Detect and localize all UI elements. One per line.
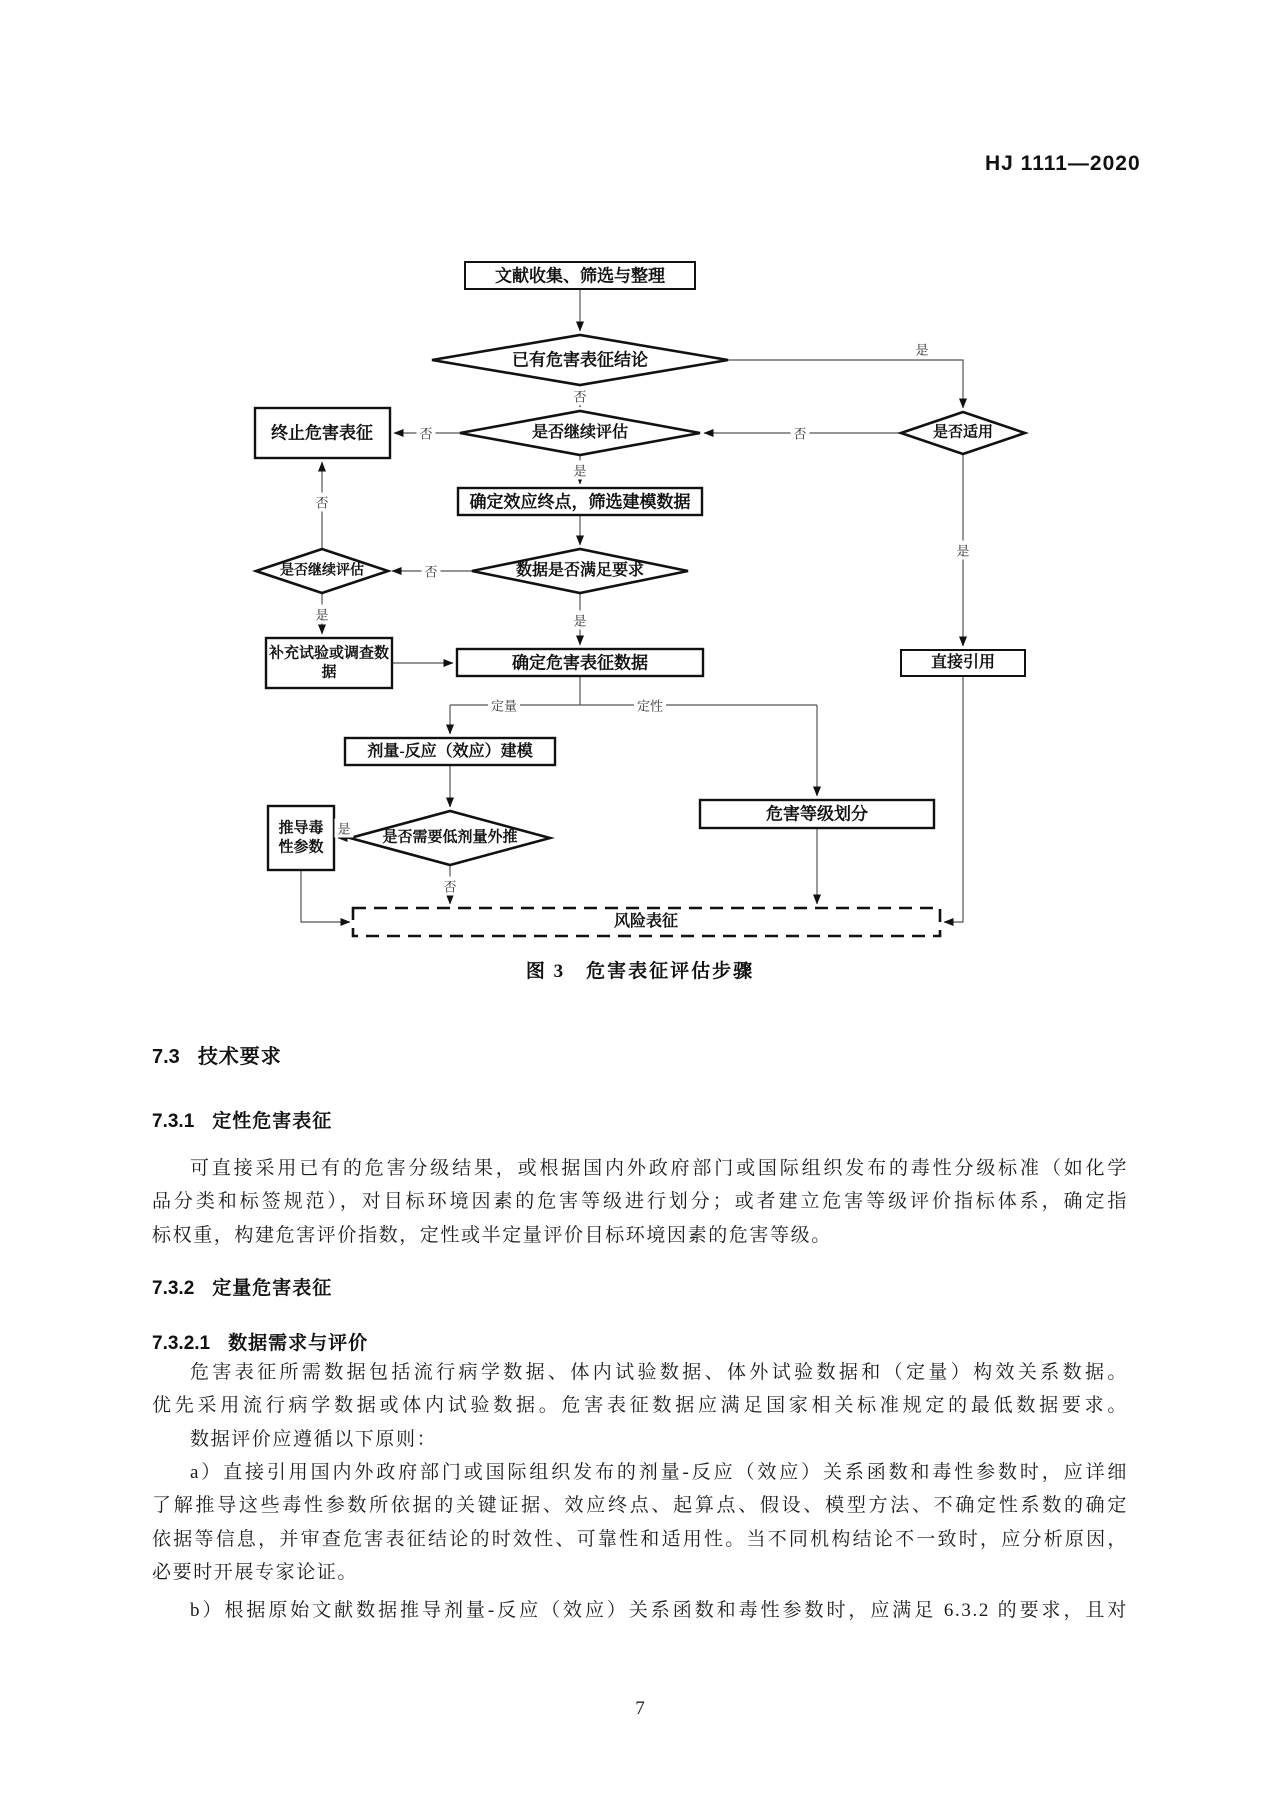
section-title: 技术要求: [197, 1046, 282, 1068]
figure-caption: 图 3 危害表征评估步骤: [525, 961, 755, 982]
text-line: 优先采用流行病学数据或体内试验数据。危害表征数据应满足国家相关标准规定的最低数据要求。: [152, 1395, 1128, 1417]
label-yes-applicable: 是: [953, 541, 972, 560]
label-no-applicable: 否: [790, 424, 809, 443]
node-hazard-class-label: 危害等级划分: [766, 804, 868, 824]
node-derive-label: [278, 819, 323, 857]
node-literature-label: 文献收集、筛选与整理: [495, 266, 665, 286]
label-yes-hasconclusion: 是: [915, 342, 929, 358]
node-cite-label: 直接引用: [930, 654, 996, 671]
node-supplement-line2: 据: [321, 664, 337, 680]
node-supplement-line1: 补充试验或调查数: [268, 645, 390, 662]
section-heading-7-3: [152, 1040, 282, 1069]
section-number: 7.3: [152, 1046, 180, 1068]
section-number: 7.3.2: [152, 1278, 195, 1299]
node-data-meets-label: 数据是否满足要求: [515, 562, 645, 579]
text-line: 标权重，构建危害评价指数，定性或半定量评价目标环境因素的危害等级。: [152, 1224, 832, 1246]
label-no-lowdose: 否: [440, 877, 459, 896]
section-number: 7.3.2.1: [152, 1333, 211, 1354]
label-yes-lowdose: 是: [334, 819, 353, 838]
section-title: 定量危害表征: [212, 1278, 333, 1299]
text-line: 可直接采用已有的危害分级结果，或根据国内外政府部门或国际组织发布的毒性分级标准（如化学: [190, 1158, 1128, 1179]
text-line: a）直接引用国内外政府部门或国际组织发布的剂量-反应（效应）关系函数和毒性参数时，应详细: [190, 1462, 1128, 1483]
node-continue-left-label: 是否继续评估: [280, 563, 364, 579]
node-applicable-label: 是否适用: [932, 424, 994, 441]
label-quantitative: 定量: [488, 696, 520, 715]
node-derive-line2: 性参数: [278, 839, 324, 855]
paragraph-7-3-1: [152, 1152, 1128, 1252]
text-line: b）根据原始文献数据推导剂量-反应（效应）关系函数和毒性参数时，应满足 6.3.2 的要求，且对: [190, 1600, 1128, 1621]
node-derive-line1: 推导毒: [278, 820, 324, 837]
label-yes-datameets: 是: [570, 611, 589, 630]
section-title: 数据需求与评价: [228, 1333, 369, 1354]
edge-cite-to-risk: [944, 676, 963, 922]
standard-number-header: HJ 1111—2020: [985, 152, 1141, 175]
node-supplement-label: [269, 644, 389, 682]
text-line: 数据评价应遵循以下原则：: [190, 1428, 438, 1450]
label-qualitative: 定性: [634, 696, 666, 715]
text-line: 危害表征所需数据包括流行病学数据、体内试验数据、体外试验数据和（定量）构效关系数据。: [190, 1362, 1128, 1383]
text-line: 了解推导这些毒性参数所依据的关键证据、效应终点、起算点、假设、模型方法、不确定性系数的确定: [152, 1495, 1128, 1517]
node-determine-label: 确定危害表征数据: [512, 653, 648, 673]
label-no-continuemid: 否: [416, 424, 435, 443]
edge-derive-to-risk: [301, 870, 350, 922]
label-no-continueleft: 否: [312, 493, 331, 512]
label-yes-continuemid: 是: [570, 461, 589, 480]
node-terminate-label: 终止危害表征: [271, 423, 373, 443]
node-modeling-label: 剂量-反应（效应）建模: [367, 743, 533, 760]
node-has-conclusion-label: 已有危害表征结论: [512, 350, 648, 370]
label-yes-continueleft: 是: [312, 605, 331, 624]
section-heading-7-3-2-1: [152, 1328, 368, 1355]
section-title: 定性危害表征: [212, 1111, 333, 1132]
text-line: 必要时开展专家论证。: [152, 1562, 359, 1584]
node-risk-label: 风险表征: [613, 913, 679, 930]
paragraph-item-a: [152, 1456, 1128, 1590]
text-line: 品分类和标签规范），对目标环境因素的危害等级进行划分；或者建立危害等级评价指标体系，确定指: [152, 1191, 1128, 1213]
paragraph-7-3-2-1: [152, 1356, 1128, 1456]
text-line: 依据等信息，并审查危害表征结论的时效性、可靠性和适用性。当不同机构结论不一致时，应分析原因，: [152, 1528, 1128, 1550]
label-no-datameets: 否: [421, 562, 440, 581]
label-no-hasconclusion: 否: [570, 387, 589, 406]
section-number: 7.3.1: [152, 1111, 195, 1132]
node-endpoint-label: 确定效应终点，筛选建模数据: [469, 492, 691, 512]
paragraph-item-b: [152, 1594, 1128, 1627]
section-heading-7-3-2: [152, 1273, 332, 1300]
page-number: 7: [635, 1698, 645, 1719]
edge-hasconclusion-yes: [728, 360, 963, 408]
section-heading-7-3-1: [152, 1106, 332, 1133]
node-low-dose-label: 是否需要低剂量外推: [382, 829, 518, 846]
node-continue-mid-label: 是否继续评估: [531, 424, 629, 441]
